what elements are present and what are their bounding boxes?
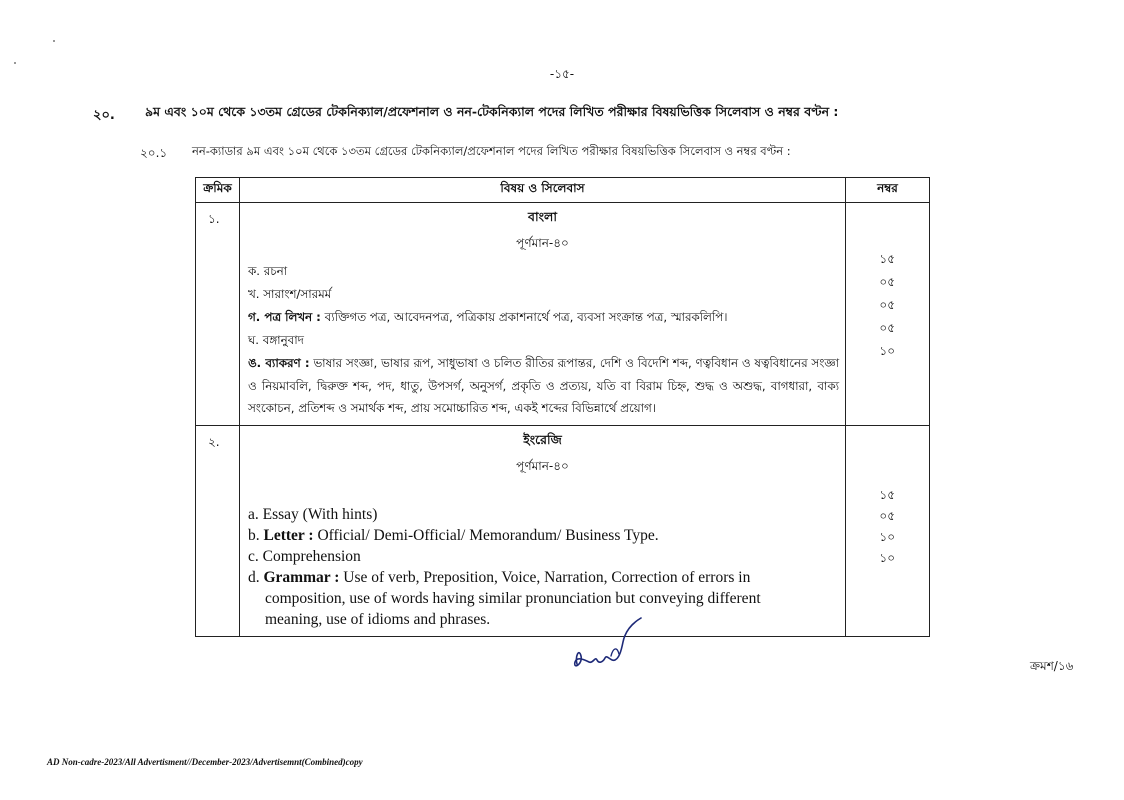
syllabus-item: d. Grammar : Use of verb, Preposition, Voice, Narration, Correction of errors in composition, use of words having similar pronunciation but conveying different meaning, use of idioms and phrases.	[248, 567, 845, 630]
item-marks: ০৫	[879, 321, 895, 336]
continued-note: ক্রমশ/১৬	[1030, 659, 1074, 673]
syllabus-item: c. Comprehension	[248, 548, 361, 566]
syllabus-item: গ. পত্র লিখন : ব্যক্তিগত পত্র, আবেদনপত্র, পত্রিকায় প্রকাশনার্থে পত্র, ব্যবসা সংক্রান্ত পত্র, স্মারকলিপি।	[248, 310, 728, 325]
syllabus-item: b. Letter : Official/ Demi-Official/ Memorandum/ Business Type.	[248, 527, 659, 545]
syllabus-table	[195, 177, 930, 637]
subject-title: বাংলা	[528, 209, 557, 225]
footer-path: AD Non-cadre-2023/All Advertisment//December-2023/Advertisemnt(Combined)copy	[47, 757, 363, 767]
item-label: Grammar :	[263, 569, 340, 587]
subject-title: ইংরেজি	[523, 432, 562, 448]
item-marks: ১০	[879, 344, 895, 359]
item-marks: ০৫	[879, 298, 895, 313]
full-marks: পূর্ণমান-৪০	[516, 236, 569, 251]
scan-speck	[14, 62, 16, 64]
header-marks: নম্বর	[846, 178, 930, 203]
marks-cell	[846, 203, 930, 426]
full-marks: পূর্ণমান-৪০	[516, 459, 569, 474]
syllabus-item: ঙ. ব্যাকরণ : ভাষার সংজ্ঞা, ভাষার রূপ, সাধুভাষা ও চলিত রীতির রূপান্তর, দেশি ও বিদেশি শব্দ, ণত্ববিধান ও ষত্ববিধানের সংজ্ঞা ও নিয়মাবলি, দ্বিরুক্ত শব্দ, পদ, ধাতু, উপসর্গ, অনুসর্গ, প্রকৃতি ও প্রত্যয়, যতি বা বিরাম চিহ্ন, শুদ্ধ ও অশুদ্ধ, বাগধারা, বাক্য সংকোচন, প্রতিশব্দ ও সমার্থক শব্দ, প্রায় সমোচ্চারিত শব্দ, একই শব্দের বিভিন্নার্থে প্রয়োগ।	[248, 356, 840, 416]
syllabus-item: a. Essay (With hints)	[248, 506, 378, 524]
signature-image	[565, 612, 645, 678]
row-serial: ২.	[196, 426, 240, 637]
page-number: -১৫-	[549, 67, 575, 81]
item-marks: ০৫	[879, 275, 895, 290]
item-continuation: composition, use of words having similar pronunciation but conveying different meaning, use of idioms and phrases.	[265, 590, 761, 629]
header-serial: ক্রমিক	[196, 178, 240, 203]
subsection-number: ২০.১	[140, 146, 168, 160]
section-number: ২০.	[93, 108, 115, 123]
item-marks: ১৫	[879, 252, 895, 267]
item-label: গ. পত্র লিখন :	[248, 310, 321, 325]
syllabus-item: ঘ. বঙ্গানুবাদ	[248, 333, 304, 348]
item-marks: ১০	[879, 530, 895, 545]
table-row-bangla	[196, 203, 930, 426]
table-row-english	[196, 426, 930, 637]
item-marks: ০৫	[879, 509, 895, 524]
syllabus-item: ক. রচনা	[248, 264, 288, 279]
table-header-row	[196, 178, 930, 203]
scan-speck	[53, 40, 55, 42]
item-label: Letter :	[263, 527, 314, 545]
row-serial: ১.	[196, 203, 240, 426]
item-label: ঙ. ব্যাকরণ :	[248, 356, 310, 371]
subsection-heading: নন-ক্যাডার ৯ম এবং ১০ম থেকে ১৩তম গ্রেডের টেকনিক্যাল/প্রফেশনাল পদের লিখিত পরীক্ষার বিষয়ভিত্তিক সিলেবাস ও নম্বর বণ্টন :	[192, 144, 791, 158]
english-syllabus-cell	[240, 426, 846, 637]
item-marks: ১৫	[879, 488, 895, 503]
section-heading: ৯ম এবং ১০ম থেকে ১৩তম গ্রেডের টেকনিক্যাল/প্রফেশনাল ও নন-টেকনিক্যাল পদের লিখিত পরীক্ষার বিষয়ভিত্তিক সিলেবাস ও নম্বর বণ্টন :	[145, 104, 839, 119]
marks-cell	[846, 426, 930, 637]
syllabus-item: খ. সারাংশ/সারমর্ম	[248, 287, 332, 302]
header-subject: বিষয় ও সিলেবাস	[240, 178, 846, 203]
bangla-syllabus-cell	[240, 203, 846, 426]
item-marks: ১০	[879, 551, 895, 566]
